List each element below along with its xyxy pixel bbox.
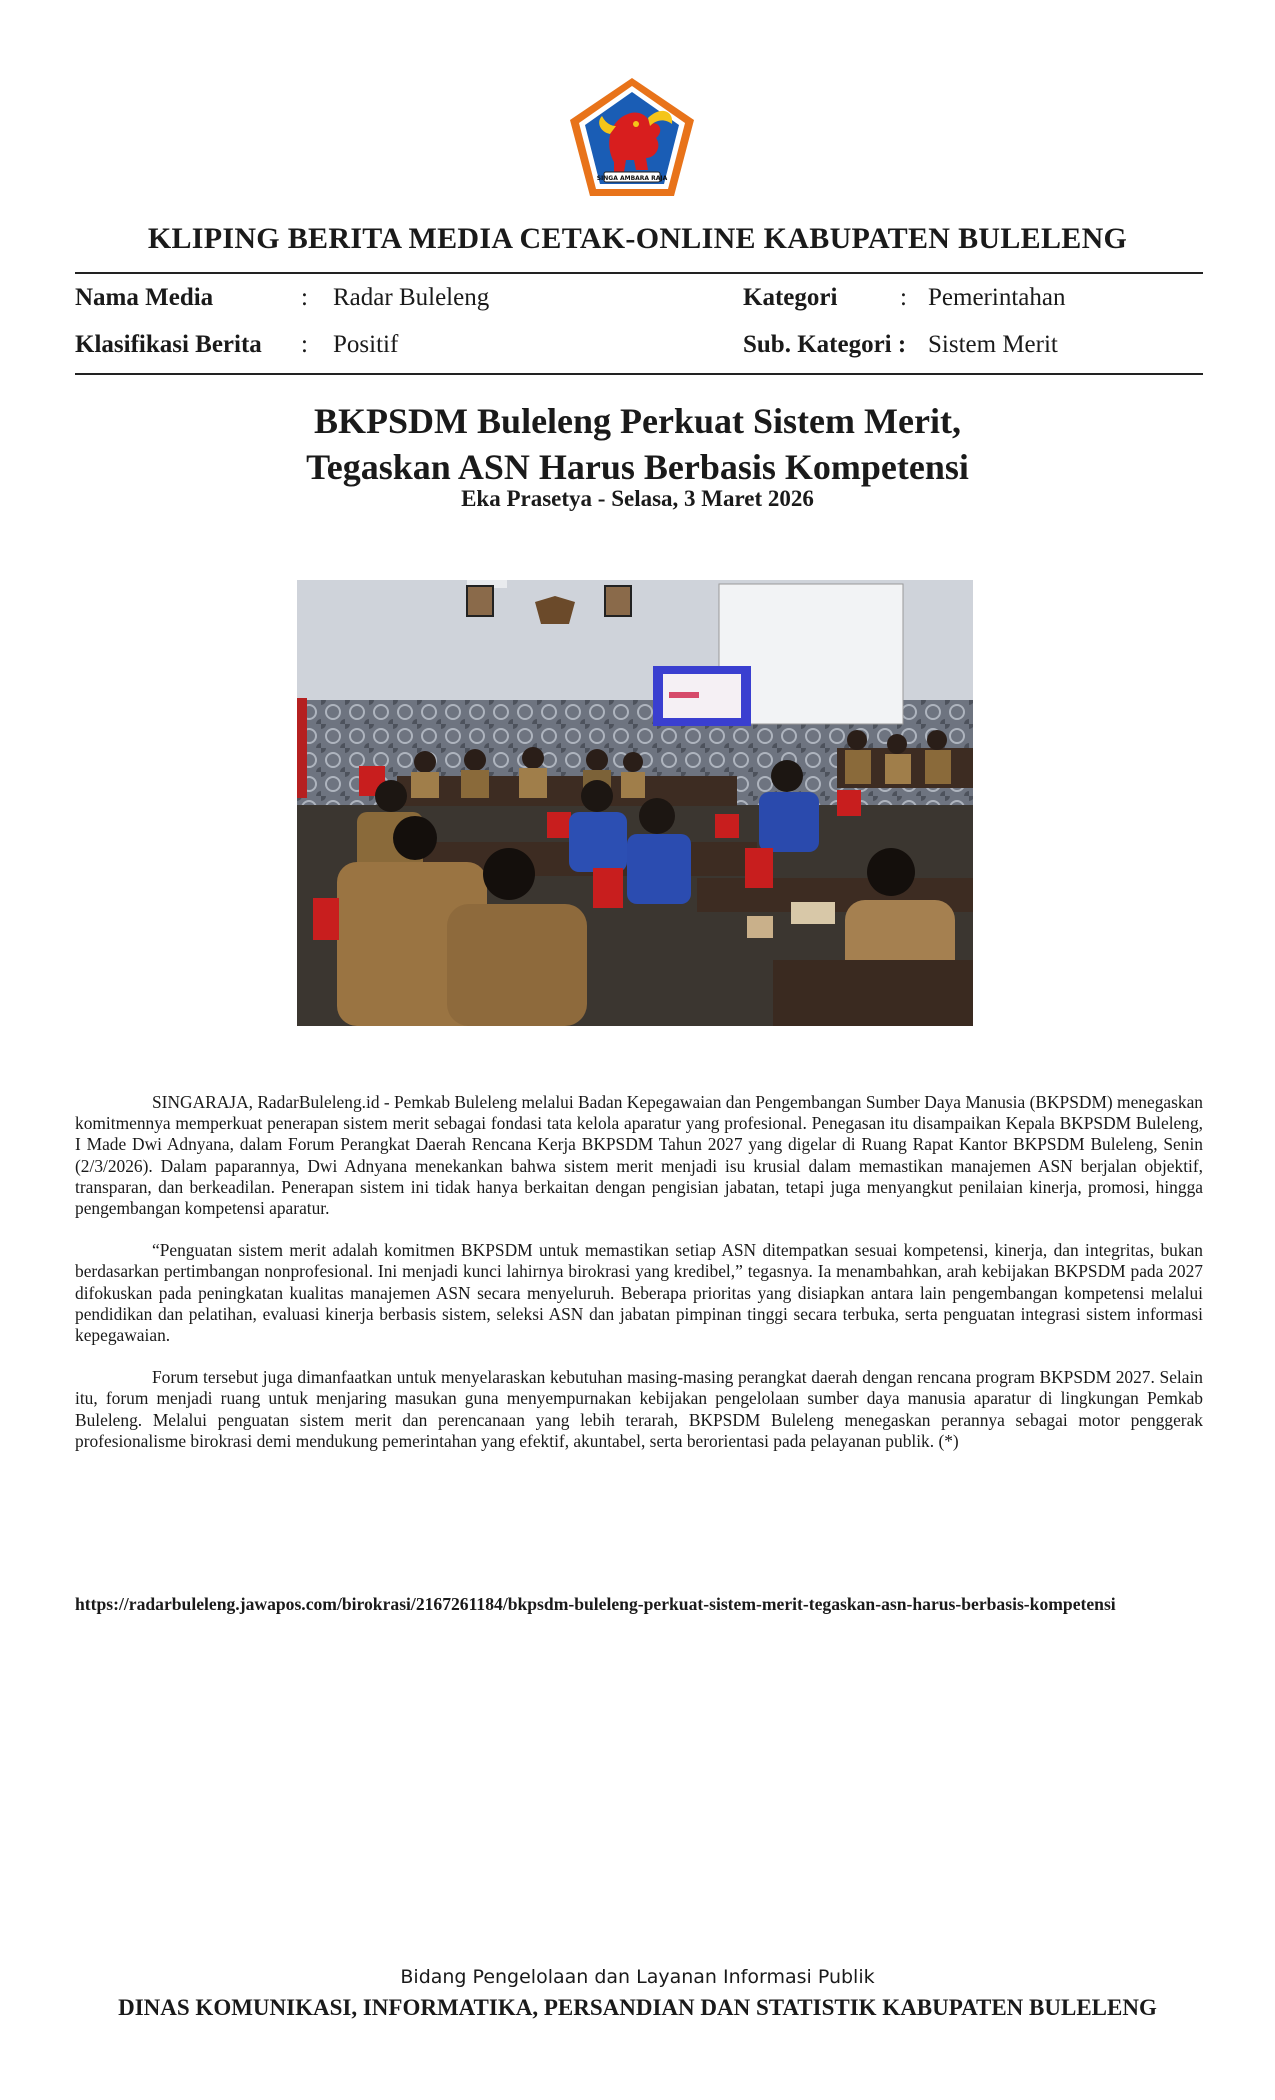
top-divider bbox=[75, 272, 1203, 274]
kategori-value: Pemerintahan bbox=[928, 284, 1066, 311]
buleleng-emblem-logo bbox=[564, 74, 700, 200]
klasifikasi-label: Klasifikasi Berita bbox=[75, 331, 262, 358]
klasifikasi-separator: : bbox=[301, 331, 308, 358]
headline-line-2: Tegaskan ASN Harus Berbasis Kompetensi bbox=[306, 447, 969, 487]
media-label: Nama Media bbox=[75, 284, 214, 311]
klasifikasi-value: Positif bbox=[333, 331, 399, 358]
bottom-divider bbox=[75, 373, 1203, 375]
meeting-photo bbox=[297, 580, 973, 1026]
footer-agency: DINAS KOMUNIKASI, INFORMATIKA, PERSANDIAN DAN STATISTIK KABUPATEN BULELENG bbox=[118, 1995, 1157, 2020]
media-separator: : bbox=[301, 284, 308, 311]
subkategori-value: Sistem Merit bbox=[928, 331, 1058, 358]
headline-line-1: BKPSDM Buleleng Perkuat Sistem Merit, bbox=[314, 401, 961, 441]
article-body bbox=[75, 1092, 1203, 1473]
emblem-motto: SINGA AMBARA RAJA bbox=[596, 175, 668, 182]
kategori-label: Kategori bbox=[743, 284, 838, 311]
media-value: Radar Buleleng bbox=[333, 284, 490, 311]
subkategori-label: Sub. Kategori : bbox=[743, 331, 907, 358]
article-paragraph-2: “Penguatan sistem merit adalah komitmen BKPSDM untuk memastikan setiap ASN ditempatkan sesuai kompetensi, kinerja, dan integritas, bukan berdasarkan pertimbangan nonprofesional. Ini menjadi kunci lahirnya birokrasi yang kredibel,” tegasnya. Ia menambahkan, arah kebijakan BKPSDM pada 2027 difokuskan pada peningkatan kualitas manajemen ASN secara menyeluruh. Beberapa prioritas yang disiapkan antara lain pengembangan kompetensi melalui pendidikan dan pelatihan, evaluasi kinerja berbasis sistem, seleksi ASN dan jabatan pimpinan tinggi secara terbuka, serta penguatan integrasi sistem informasi kepegawaian. bbox=[75, 1240, 1203, 1346]
article-byline: Eka Prasetya - Selasa, 3 Maret 2026 bbox=[461, 486, 814, 511]
kategori-separator: : bbox=[900, 284, 907, 311]
article-paragraph-1: SINGARAJA, RadarBuleleng.id - Pemkab Buleleng melalui Badan Kepegawaian dan Pengembangan Sumber Daya Manusia (BKPSDM) menegaskan komitmennya memperkuat penerapan sistem merit sebagai fondasi tata kelola aparatur yang profesional. Penegasan itu disampaikan Kepala BKPSDM Buleleng, I Made Dwi Adnyana, dalam Forum Perangkat Daerah Rencana Kerja BKPSDM Tahun 2027 yang digelar di Ruang Rapat Kantor BKPSDM Buleleng, Senin (2/3/2026). Dalam paparannya, Dwi Adnyana menekankan bahwa sistem merit menjadi isu krusial dalam memastikan manajemen ASN berjalan objektif, transparan, dan berkeadilan. Penerapan sistem ini tidak hanya berkaitan dengan pengisian jabatan, tetapi juga menyangkut penilaian kinerja, promosi, hingga pengembangan kompetensi aparatur. bbox=[75, 1092, 1203, 1219]
footer-unit: Bidang Pengelolaan dan Layanan Informasi Publik bbox=[400, 1966, 875, 1988]
article-paragraph-3: Forum tersebut juga dimanfaatkan untuk menyelaraskan kebutuhan masing-masing perangkat daerah dengan rencana program BKPSDM 2027. Selain itu, forum menjadi ruang untuk menjaring masukan guna menyempurnakan kebijakan pengelolaan sumber daya manusia aparatur di lingkungan Pemkab Buleleng. Melalui penguatan sistem merit dan perencanaan yang lebih terarah, BKPSDM Buleleng menegaskan perannya sebagai motor penggerak profesionalisme birokrasi demi mendukung pemerintahan yang efektif, akuntabel, serta berorientasi pada pelayanan publik. (*) bbox=[75, 1367, 1203, 1451]
clipping-title: KLIPING BERITA MEDIA CETAK-ONLINE KABUPATEN BULELENG bbox=[147, 222, 1128, 255]
source-link[interactable]: https://radarbuleleng.jawapos.com/birokrasi/2167261184/bkpsdm-buleleng-perkuat-sistem-merit-tegaskan-asn-harus-berbasis-kompetensi bbox=[75, 1594, 1116, 1614]
article-headline bbox=[0, 398, 1275, 490]
